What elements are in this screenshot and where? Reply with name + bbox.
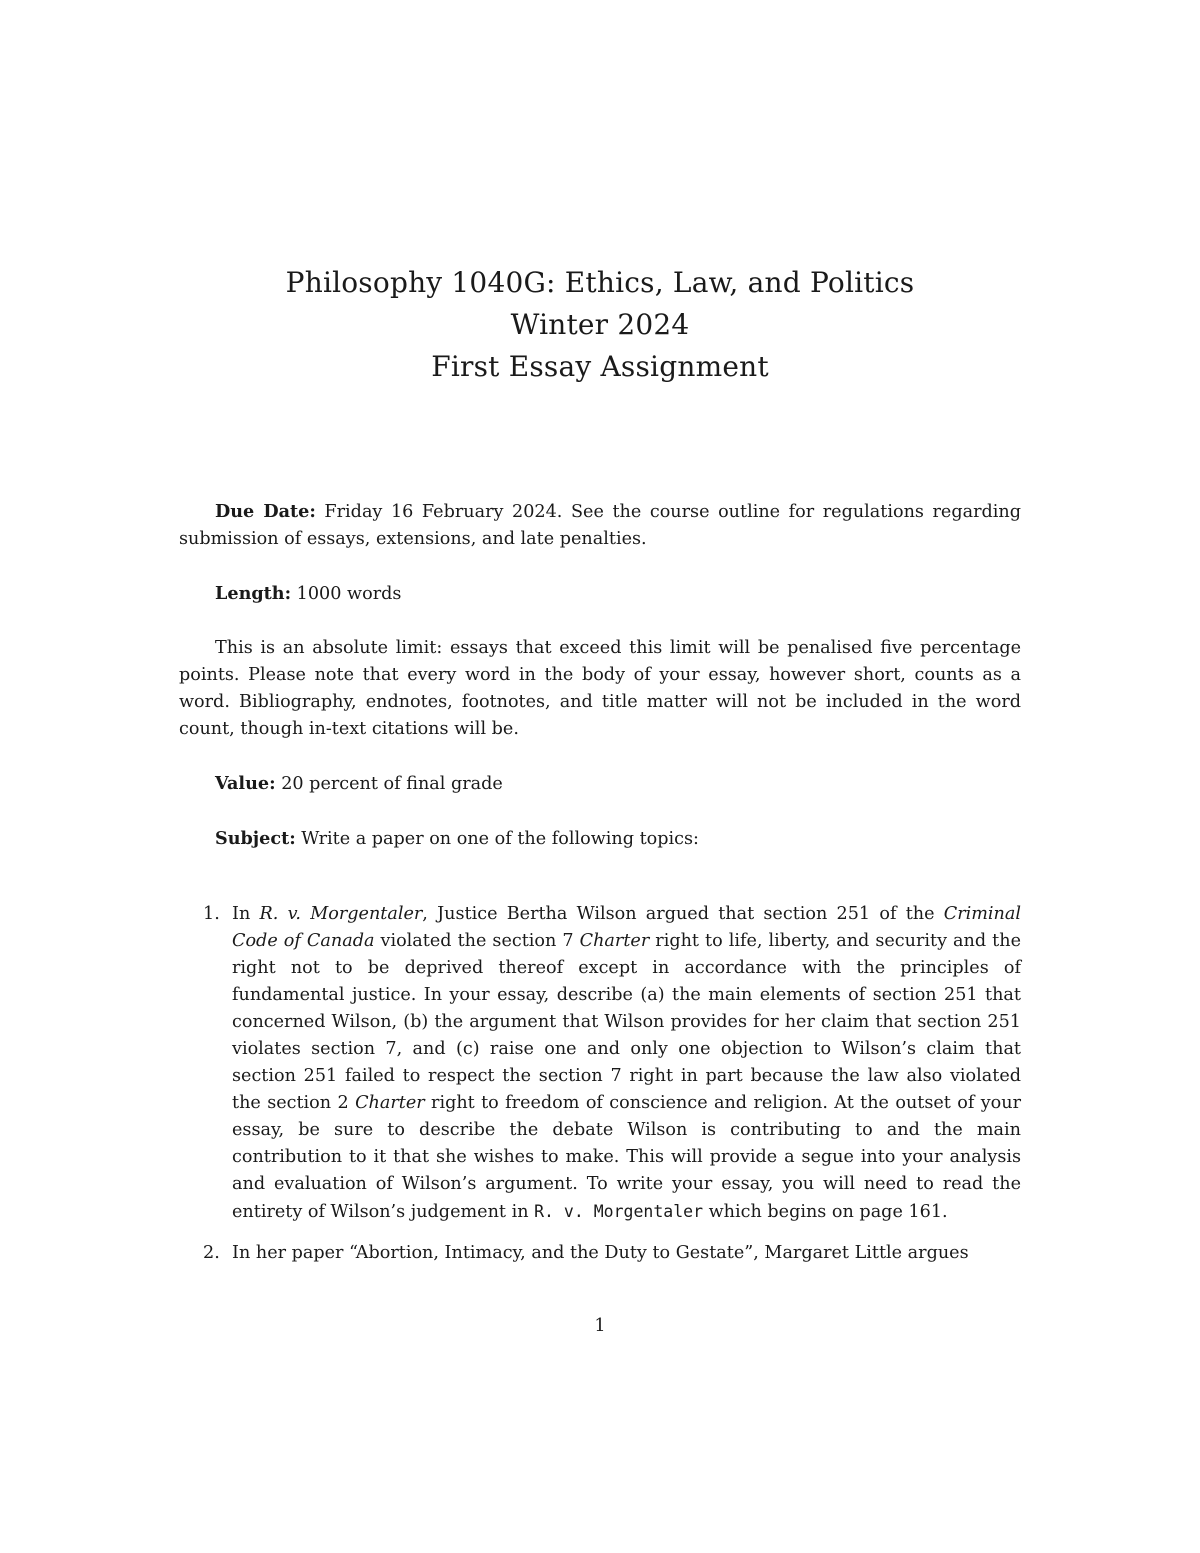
topic-text: In [232,904,260,924]
list-item [179,1240,1021,1267]
term: Winter 2024 [510,308,690,341]
length-paragraph [179,580,1021,608]
topic-text: right to freedom of conscience and religion. At the outset of your essay, be sure to describe the debate Wilson is contributing to and the main contribution to it that she wishes to make. This will provide a segue into your analysis and evaluation of Wilson’s argument. To write your essay, you will need to read the entirety of Wilson’s judgement in [232,1093,1021,1222]
charter-term: Charter [355,1093,425,1113]
subject-text: Write a paper on one of the following topics: [295,829,699,849]
topic-text: , Justice Bertha Wilson argued that section 251 of the [422,904,944,924]
value-text: 20 percent of final grade [275,774,503,794]
assignment-title: First Essay Assignment [431,350,769,383]
length-text: 1000 words [291,584,402,604]
subject-label: Subject: [215,828,296,849]
due-date-label: Due Date: [215,501,316,522]
topics-list [179,901,1021,1267]
case-name-mono: R. v. Morgentaler [534,1202,704,1221]
due-date-paragraph [179,498,1021,553]
list-item-number: 1. [203,904,220,924]
length-label: Length: [215,583,292,604]
topic-text: which begins on page 161. [703,1202,948,1222]
list-item [179,901,1021,1226]
title-block [0,262,1200,388]
list-item-number: 2. [203,1243,220,1263]
statute-name: Criminal Code of Canada [232,904,1022,951]
due-date-text: Friday 16 February 2024. See the course outline for regulations regarding submission of essays, extensions, and late penalties. [179,502,1021,549]
course-title: Philosophy 1040G: Ethics, Law, and Politics [285,266,915,299]
subject-paragraph [179,825,1021,853]
value-paragraph [179,770,1021,798]
topic-text: right to life, liberty, and security and the right not to be deprived thereof except in accordance with the principles of fundamental justice. In your essay, describe (a) the main elements of section 251 that concerned Wilson, (b) the argument that Wilson provides for her claim that section 251 violates section 7, and (c) raise one and only one objection to Wilson’s claim that section 251 failed to respect the section 7 right in part because the law also violated the section 2 [232,931,1021,1113]
value-label: Value: [215,773,276,794]
topic-text: violated the section 7 [374,931,580,951]
charter-term: Charter [579,931,650,951]
topic-text: In her paper “Abortion, Intimacy, and the Duty to Gestate”, Margaret Little argues [232,1243,969,1263]
limit-paragraph: This is an absolute limit: essays that exceed this limit will be penalised five percentage points. Please note that every word in the body of your essay, however short, counts as a word. Bibliography, endnotes, footnotes, and title matter will not be included in the word count, though in-text citations will be. [179,638,1021,739]
document-body [179,498,1021,1281]
case-name: R. v. Morgentaler [259,904,423,924]
page-number: 1 [594,1316,606,1336]
